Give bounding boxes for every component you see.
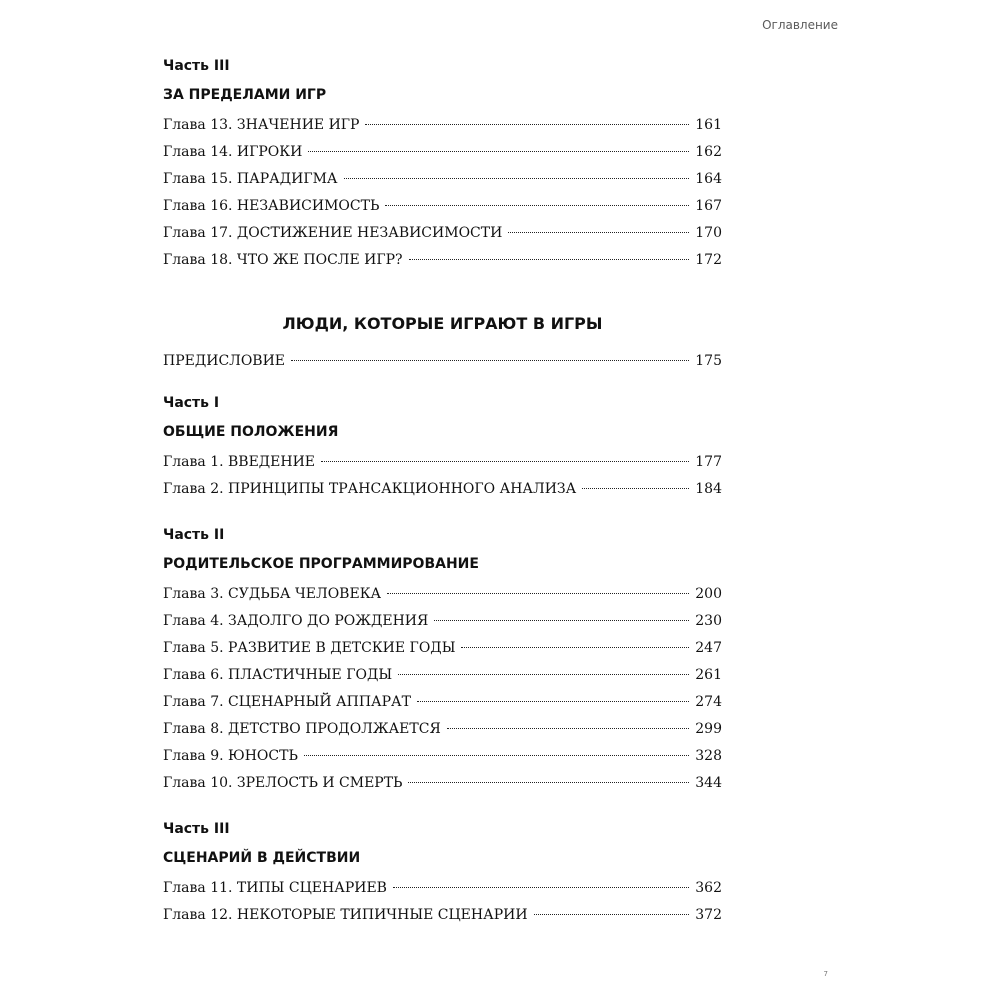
dot-leader [344,178,690,179]
toc-entry[interactable] [163,116,722,143]
toc-entry[interactable] [163,170,722,197]
dot-leader [461,647,689,648]
dot-leader [508,232,689,233]
entry-page-number: 172 [695,252,722,268]
entry-page-number: 247 [695,640,722,656]
page-number-mark: 7 [823,970,828,978]
toc-entry[interactable] [163,639,722,666]
entry-title: Глава 10. ЗРЕЛОСТЬ И СМЕРТЬ [163,775,403,791]
entry-title: ПРЕДИСЛОВИЕ [163,353,286,369]
toc-entry[interactable] [163,585,722,612]
dot-leader [408,782,689,783]
dot-leader [582,488,689,489]
dot-leader [308,151,689,152]
entry-title: Глава 4. ЗАДОЛГО ДО РОЖДЕНИЯ [163,613,429,629]
entry-page-number: 164 [695,171,722,187]
dot-leader [365,124,689,125]
entry-title: Глава 3. СУДЬБА ЧЕЛОВЕКА [163,586,382,602]
toc-entry[interactable] [163,906,722,933]
part-label: Часть III [163,821,230,837]
dot-leader [409,259,690,260]
toc-entry[interactable] [163,879,722,906]
entry-page-number: 167 [695,198,722,214]
table-of-contents [163,52,722,933]
toc-entry[interactable] [163,251,722,278]
entry-title: Глава 18. ЧТО ЖЕ ПОСЛЕ ИГР? [163,252,403,268]
toc-entry[interactable] [163,747,722,774]
entry-title: Глава 9. ЮНОСТЬ [163,748,298,764]
dot-leader [291,360,689,361]
entry-title: Глава 1. ВВЕДЕНИЕ [163,454,316,470]
entry-title: Глава 13. ЗНАЧЕНИЕ ИГР [163,117,360,133]
entry-page-number: 362 [695,880,722,896]
entry-page-number: 274 [695,694,722,710]
toc-entry[interactable] [163,197,722,224]
part-title: РОДИТЕЛЬСКОЕ ПРОГРАММИРОВАНИЕ [163,556,479,572]
toc-entry[interactable] [163,143,722,170]
part-title: ОБЩИЕ ПОЛОЖЕНИЯ [163,424,339,440]
running-head: Оглавление [762,18,838,32]
entry-page-number: 261 [695,667,722,683]
part-label: Часть I [163,395,220,411]
entry-page-number: 230 [695,613,722,629]
entry-page-number: 177 [695,454,722,470]
entry-page-number: 184 [695,481,722,497]
part-label: Часть II [163,527,225,543]
entry-title: Глава 15. ПАРАДИГМА [163,171,338,187]
part-title: СЦЕНАРИЙ В ДЕЙСТВИИ [163,850,361,866]
toc-entry[interactable] [163,453,722,480]
toc-entry[interactable] [163,774,722,801]
entry-page-number: 344 [695,775,722,791]
dot-leader [387,593,689,594]
entry-title: Глава 12. НЕКОТОРЫЕ ТИПИЧНЫЕ СЦЕНАРИИ [163,907,528,923]
entry-title: Глава 8. ДЕТСТВО ПРОДОЛЖАЕТСЯ [163,721,441,737]
toc-entry[interactable] [163,612,722,639]
dot-leader [417,701,689,702]
entry-page-number: 161 [695,117,722,133]
part-title: ЗА ПРЕДЕЛАМИ ИГР [163,87,327,103]
entry-page-number: 372 [695,907,722,923]
dot-leader [385,205,689,206]
entry-title: Глава 2. ПРИНЦИПЫ ТРАНСАКЦИОННОГО АНАЛИЗА [163,481,577,497]
dot-leader [447,728,690,729]
entry-page-number: 175 [695,353,722,369]
dot-leader [434,620,689,621]
entry-title: Глава 17. ДОСТИЖЕНИЕ НЕЗАВИСИМОСТИ [163,225,503,241]
dot-leader [398,674,689,675]
toc-entry[interactable] [163,666,722,693]
toc-entry-preface[interactable] [163,352,722,379]
entry-title: Глава 6. ПЛАСТИЧНЫЕ ГОДЫ [163,667,393,683]
entry-title: Глава 16. НЕЗАВИСИМОСТЬ [163,198,380,214]
dot-leader [304,755,689,756]
entry-title: Глава 14. ИГРОКИ [163,144,303,160]
entry-title: Глава 11. ТИПЫ СЦЕНАРИЕВ [163,880,387,896]
entry-title: Глава 7. СЦЕНАРНЫЙ АППАРАТ [163,694,411,710]
part-label: Часть III [163,58,230,74]
entry-page-number: 328 [695,748,722,764]
dot-leader [393,887,689,888]
entry-page-number: 162 [695,144,722,160]
entry-title: Глава 5. РАЗВИТИЕ В ДЕТСКИЕ ГОДЫ [163,640,456,656]
book-title: ЛЮДИ, КОТОРЫЕ ИГРАЮТ В ИГРЫ [282,314,603,333]
entry-page-number: 299 [695,721,722,737]
toc-entry[interactable] [163,693,722,720]
toc-entry[interactable] [163,480,722,507]
dot-leader [321,461,689,462]
entry-page-number: 200 [695,586,722,602]
entry-page-number: 170 [695,225,722,241]
toc-entry[interactable] [163,224,722,251]
toc-entry[interactable] [163,720,722,747]
dot-leader [534,914,690,915]
